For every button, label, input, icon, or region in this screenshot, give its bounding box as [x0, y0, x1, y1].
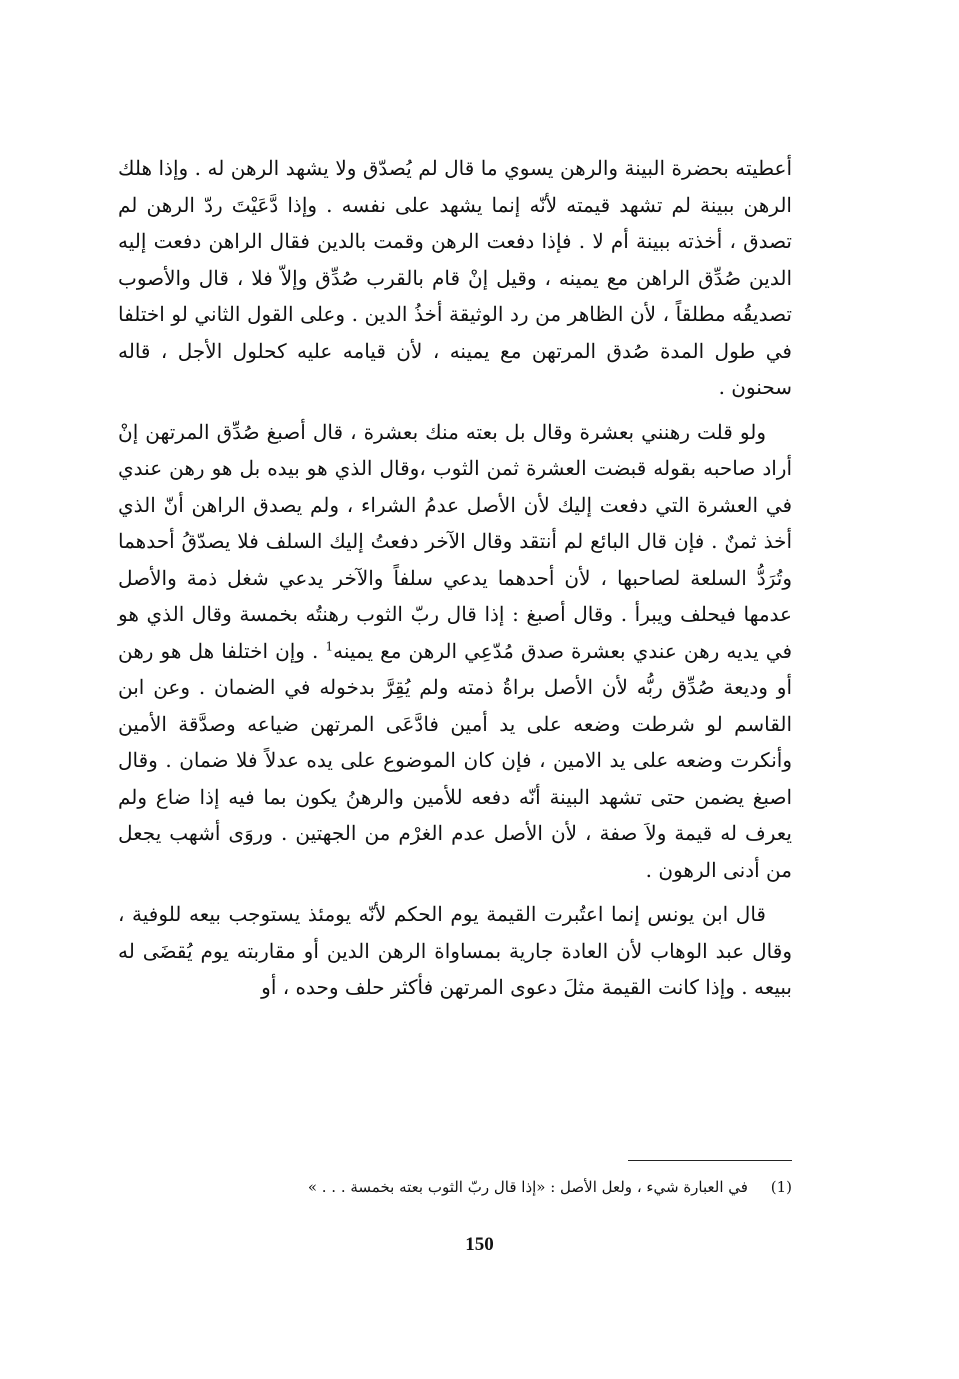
paragraph-1: أعطيته بحضرة البينة والرهن يسوي ما قال لم يُصدّق ولا يشهد الرهن له . وإذا هلك الرهن ببينة لم تشهد قيمته لأنّه إنما يشهد على نفسه . وإذا دَّعَيْتَ ردّ الرهن لم تصدق ، أخذته ببينة أم لا . فإذا دفعت الرهن وقمت بالدين فقال الراهن دفعت إليه الدين صُدِّق الراهن مع يمينه ، وقيل إنْ قام بالقرب صُدِّق وإلاّ فلا ، قال والأصوب تصديقُه مطلقاً ، لأن الظاهر من رد الوثيقة أخذُ الدين . وعلى القول الثاني لو اختلفا في طول المدة صُدق المرتهن مع يمينه ، لأن قيامه عليه كحلول الأجل ، قاله سحنون . — [118, 156, 792, 399]
footnote-divider — [628, 1160, 792, 1161]
footnote-text: في العبارة شيء ، ولعل الأصل : «إذا قال ربّ الثوب بعته بخمسة . . . » — [307, 1178, 748, 1196]
paragraph-3: قال ابن يونس إنما اعتُبرت القيمة يوم الحكم لأنّه يومئذ يستوجب بيعه للوفية ، وقال عبد الوهاب لأن العادة جارية بمساواة الرهن الدين أو مقاربته يوم يُقضَى له ببيعه . وإذا كانت القيمة مثلَ دعوى المرتهن فأكثر حلف وحده ، أو — [118, 902, 792, 999]
body-text — [118, 150, 792, 1014]
paragraph-2 — [118, 414, 792, 889]
page-number: 150 — [465, 1234, 494, 1255]
footnote-marker: (1) — [770, 1178, 792, 1196]
paragraph-2-part-2: . وإن اختلفا هل هو رهن أو وديعة صُدِّق ربُّه لأن الأصل براةُ ذمته ولم يُقِرَّ بدخوله في الضمان . وعن ابن القاسم لو شرطت وضعه على يد أمين فادَّعَى المرتهن ضياعه وصدَّقة الأمين وأنكرت وضعه على يد الامين ، فإن كان الموضوع على يده عدلاً فلا ضمان . وقال اصبغ يضمن حتى تشهد البينة أنّه دفعه للأمين والرهنُ يكون بما فيه إذا ضاع ولم يعرف له قيمة ولاَ صفة ، لأن الأصل عدم الغرْم من الجهتين . وروَى أشهب يجعل من أدنى الرهون . — [118, 638, 792, 882]
footnote-reference: 1 — [325, 638, 334, 653]
paragraph-2-part-1: ولو قلت رهنني بعشرة وقال بل بعته منك بعشرة ، قال أصبغ صُدِّق المرتهن إنْ أراد صاحبه بقوله قبضت العشرة ثمن الثوب ،وقال الذي هو بيده بل هو رهن عندي في العشرة التي دفعت إليك لأن الأصل عدمُ الشراء ، ولم يصدق الراهن أنّ الذي أخذ ثمنٌ . فإن قال البائع لم أنتقد وقال الآخر دفعتُ إليك السلف فلا يصدّقُ أحدهما وتُرَدُّ السلعة لصاحبها ، لأن أحدهما يدعي سلفاً والآخر يدعي شغل ذمة والأصل عدمها فيحلف ويبرأ . وقال أصبغ : إذا قال ربّ الثوب رهنتُه بخمسة وقال الذي هو في يديه رهن عندي بعشرة صدق مُدّعِي الرهن مع يمينه — [118, 419, 792, 663]
footnote — [300, 1176, 792, 1198]
